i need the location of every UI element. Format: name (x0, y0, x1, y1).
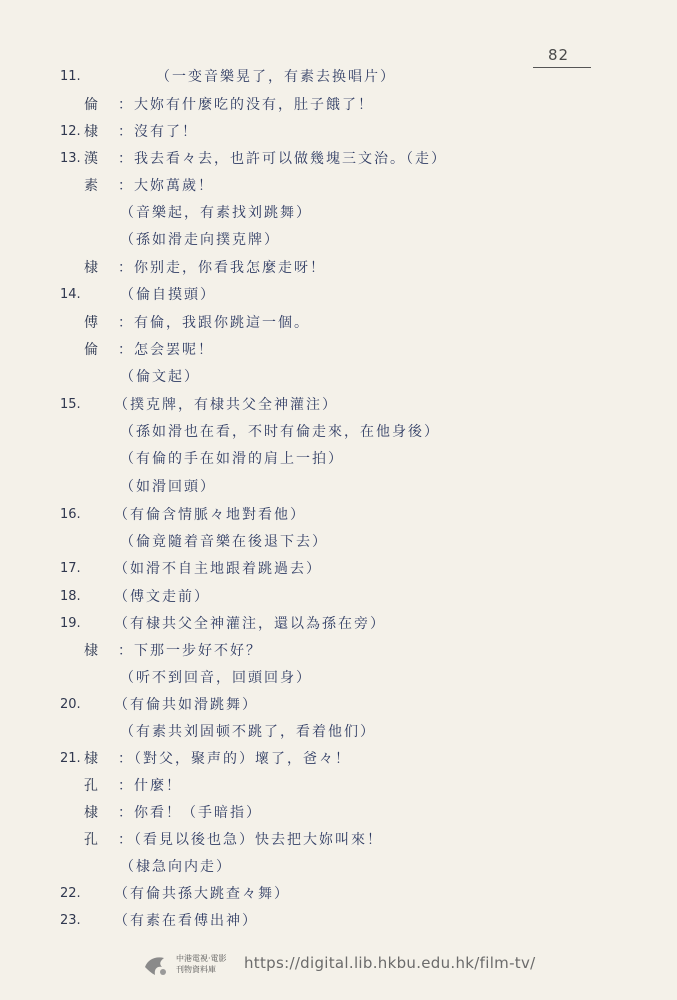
speaker-name: 素 (84, 178, 98, 194)
stage-direction: （有素在看傅出神） (114, 913, 258, 929)
stage-direction: （孫如滑走向撲克牌） (120, 232, 280, 248)
dialogue-text: ：大妳萬歲！ (118, 178, 214, 194)
dialogue-text: ：（對父，聚声的）壞了，爸々！ (118, 751, 351, 767)
scene-number: 14. (60, 287, 81, 302)
stage-direction: （撲克牌，有棣共父全神灌注） (114, 397, 338, 413)
stage-direction: （有素共刘固顿不跳了，看着他们） (120, 724, 376, 740)
speaker-name: 傅 (84, 315, 98, 331)
scene-number: 17. (60, 561, 81, 576)
scene-number: 12. (60, 124, 81, 139)
logo-line-2: 刊物資料庫 (176, 965, 216, 974)
stage-direction: （如滑回頭） (120, 479, 216, 495)
dialogue-text: ：下那一步好不好？ (118, 643, 262, 659)
speaker-name: 倫 (84, 97, 98, 113)
logo-line-1: 中港電視·電影 (176, 954, 227, 963)
dialogue-text: ：我去看々去，也許可以做幾塊三文治。（走） (118, 151, 447, 167)
stage-direction: （一变音樂晃了，有素去换唱片） (156, 69, 396, 85)
dialogue-text: ：（看見以後也急）快去把大妳叫來！ (118, 832, 383, 848)
logo-text (176, 953, 227, 975)
source-url[interactable]: https://digital.lib.hkbu.edu.hk/film-tv/ (244, 954, 536, 972)
speaker-name: 棣 (84, 260, 98, 276)
scene-number: 23. (60, 913, 81, 928)
speaker-name: 孔 (84, 778, 98, 794)
speaker-name: 孔 (84, 832, 98, 848)
stage-direction: （傅文走前） (114, 589, 210, 605)
scene-number: 15. (60, 397, 81, 412)
stage-direction: （倫文起） (120, 369, 200, 385)
speaker-name: 棣 (84, 643, 98, 659)
scene-number: 19. (60, 616, 81, 631)
scene-number: 11. (60, 69, 81, 84)
scene-number: 16. (60, 507, 81, 522)
footer (142, 949, 562, 983)
stage-direction: （有倫含情脈々地對看他） (114, 507, 306, 523)
stage-direction: （有倫的手在如滑的肩上一拍） (120, 451, 344, 467)
scene-number: 13. (60, 151, 81, 166)
stage-direction: （棣急向内走） (120, 859, 232, 875)
dialogue-text: ：怎会罢呢！ (118, 342, 214, 358)
stage-direction: （有倫共如滑跳舞） (114, 697, 258, 713)
dialogue-text: ：有倫，我跟你跳這一個。 (118, 315, 310, 331)
speaker-name: 棣 (84, 805, 98, 821)
stage-direction: （音樂起，有素找刘跳舞） (120, 205, 312, 221)
dialogue-text: ：沒有了！ (118, 124, 198, 140)
dialogue-text: ：大妳有什麼吃的没有，肚子餓了！ (118, 97, 374, 113)
scene-number: 21. (60, 751, 81, 766)
stage-direction: （听不到回音，回頭回身） (120, 670, 312, 686)
page-number-rule (533, 67, 591, 68)
stage-direction: （如滑不自主地跟着跳過去） (114, 561, 322, 577)
stage-direction: （有倫共孫大跳查々舞） (114, 886, 290, 902)
speaker-name: 漢 (84, 151, 98, 167)
stage-direction: （倫自摸頭） (120, 287, 216, 303)
library-logo-icon (142, 953, 170, 979)
stage-direction: （倫竟隨着音樂在後退下去） (120, 534, 328, 550)
dialogue-text: ：什麼！ (118, 778, 182, 794)
speaker-name: 棣 (84, 751, 98, 767)
dialogue-text: ：你看！（手暗指） (118, 805, 262, 821)
stage-direction: （孫如滑也在看，不时有倫走來，在他身後） (120, 424, 440, 440)
scene-number: 18. (60, 589, 81, 604)
stage-direction: （有棣共父全神灌注，還以為孫在旁） (114, 616, 386, 632)
scene-number: 20. (60, 697, 81, 712)
speaker-name: 倫 (84, 342, 98, 358)
speaker-name: 棣 (84, 124, 98, 140)
page-number: 82 (548, 46, 570, 64)
dialogue-text: ：你别走，你看我怎麼走呀！ (118, 260, 326, 276)
scene-number: 22. (60, 886, 81, 901)
